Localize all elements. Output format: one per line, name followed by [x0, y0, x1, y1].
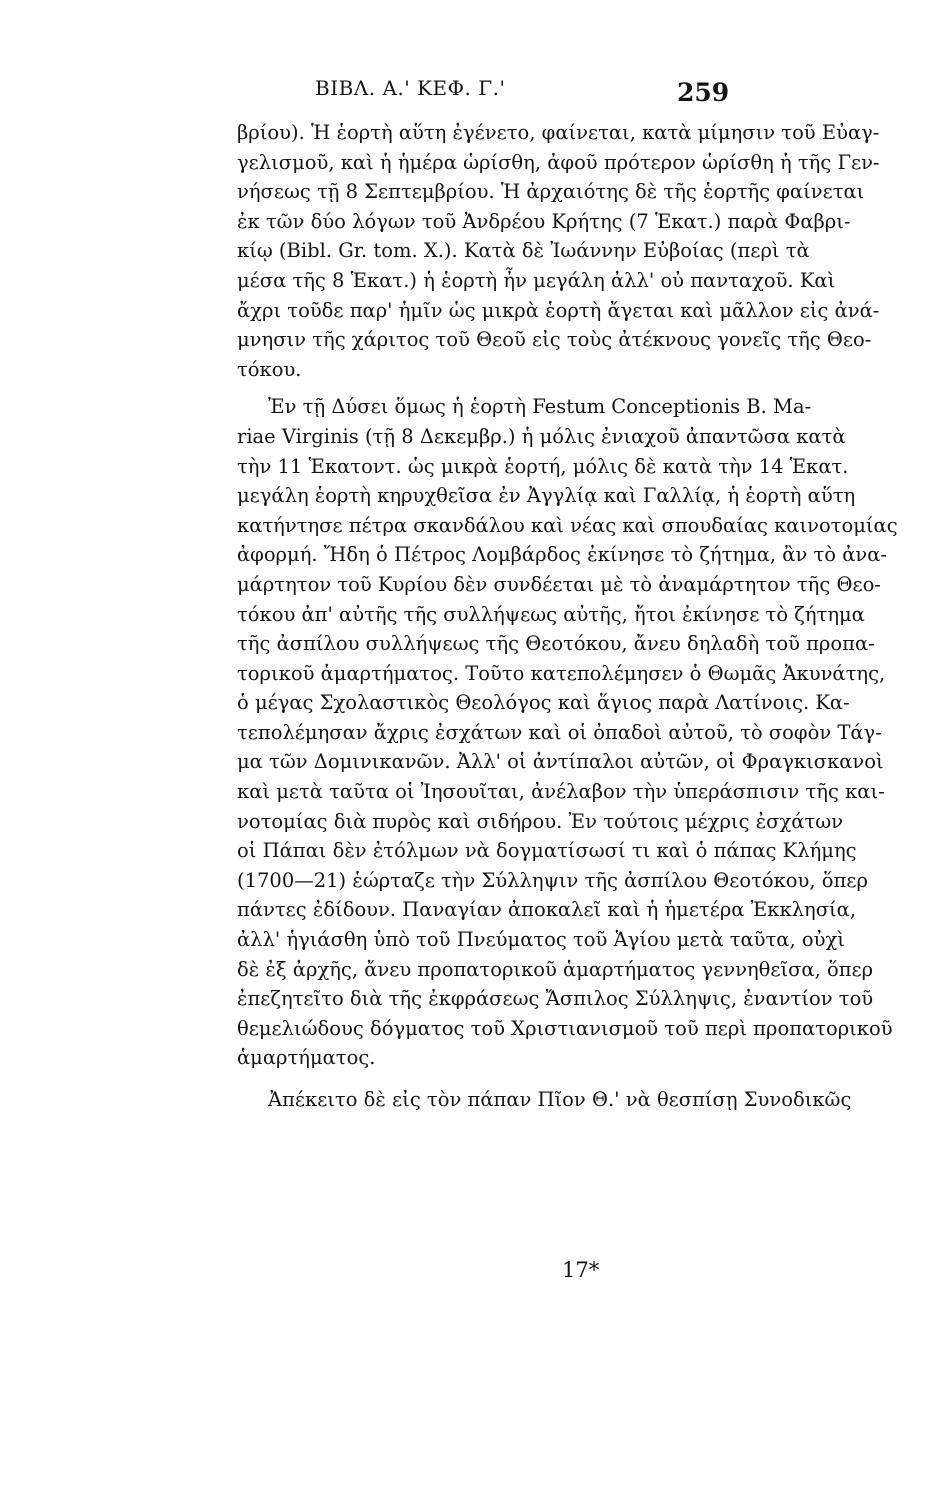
paragraph	[237, 392, 898, 1073]
text-line: ἐπεζητεῖτο διὰ τῆς ἐκφράσεως Ἄσπιλος Σύλληψις, ἐναντίον τοῦ	[237, 987, 874, 1011]
text-line: οἱ Πάπαι δὲν ἐτόλμων νὰ δογματίσωσί τι καὶ ὁ πάπας Κλήμης	[237, 839, 857, 863]
text-line: ἀφορμή. Ἤδη ὁ Πέτρος Λομβάρδος ἐκίνησε τὸ ζήτημα, ἂν τὸ ἀνα-	[237, 543, 888, 567]
text-line: τόκου ἀπ' αὐτῆς τῆς συλλήψεως αὐτῆς, ἤτοι ἐκίνησε τὸ ζήτημα	[237, 602, 865, 626]
paragraph	[237, 1085, 852, 1115]
text-line: κατήντησε πέτρα σκανδάλου καὶ νέας καὶ σπουδαίας καινοτομίας	[237, 513, 898, 537]
text-line: ἐκ τῶν δύο λόγων τοῦ Ἀνδρέου Κρήτης (7 Ἑκατ.) παρὰ Φαβρι-	[237, 209, 851, 233]
text-line: βρίου). Ἡ ἑορτὴ αὕτη ἐγένετο, φαίνεται, κατὰ μίμησιν τοῦ Εὐαγ-	[237, 121, 880, 144]
text-line: μνησιν τῆς χάριτος τοῦ Θεοῦ εἰς τοὺς ἀτέκνους γονεῖς τῆς Θεο-	[237, 328, 872, 352]
text-line: τεπολέμησαν ἄχρις ἐσχάτων καὶ οἱ ὀπαδοὶ αὐτοῦ, τὸ σοφὸν Τάγ-	[237, 720, 882, 744]
text-line: ἀλλ' ἡγιάσθη ὑπὸ τοῦ Πνεύματος τοῦ Ἁγίου μετὰ ταῦτα, οὐχὶ	[237, 928, 845, 952]
text-line: γελισμοῦ, καὶ ἡ ἡμέρα ὡρίσθη, ἀφοῦ πρότερον ὡρίσθη ἡ τῆς Γεν-	[237, 150, 880, 174]
text-line: τὴν 11 Ἑκατοντ. ὡς μικρὰ ἑορτή, μόλις δὲ κατὰ τὴν 14 Ἑκατ.	[237, 454, 849, 478]
text-line: Ἐν τῇ Δύσει ὅμως ἡ ἑορτὴ Festum Conceptionis B. Ma-	[268, 395, 812, 419]
text-line: νοτομίας διὰ πυρὸς καὶ σιδήρου. Ἐν τούτοις μέχρις ἐσχάτων	[237, 809, 843, 833]
text-line: ὁ μέγας Σχολαστικὸς Θεολόγος καὶ ἅγιος παρὰ Λατίνοις. Κα-	[237, 691, 850, 715]
text-line: μάρτητον τοῦ Κυρίου δὲν συνδέεται μὲ τὸ ἀναμάρτητον τῆς Θεο-	[237, 572, 881, 596]
text-line: τῆς ἀσπίλου συλλήψεως τῆς Θεοτόκου, ἄνευ δηλαδὴ τοῦ προπα-	[237, 632, 875, 656]
text-line: καὶ μετὰ ταῦτα οἱ Ἰησουῖται, ἀνέλαβον τὴν ὑπεράσπισιν τῆς και-	[237, 780, 885, 804]
text-line: ἁμαρτήματος.	[237, 1046, 376, 1070]
text-line: τόκου.	[237, 357, 302, 381]
page-number: 259	[677, 78, 730, 107]
text-line: τορικοῦ ἁμαρτήματος. Τοῦτο κατεπολέμησεν ὁ Θωμᾶς Ἀκυνάτης,	[237, 661, 886, 685]
text-line: μέσα τῆς 8 Ἑκατ.) ἡ ἑορτὴ ἦν μεγάλη ἀλλ' οὐ πανταχοῦ. Καὶ	[237, 268, 836, 292]
text-line: μα τῶν Δομινικανῶν. Ἀλλ' οἱ ἀντίπαλοι αὐτῶν, οἱ Φραγκισκανοὶ	[237, 750, 884, 774]
text-line: (1700—21) ἑώρταζε τὴν Σύλληψιν τῆς ἀσπίλου Θεοτόκου, ὅπερ	[237, 868, 868, 892]
running-header: ΒΙΒΛ. Α.' ΚΕΦ. Γ.'	[315, 76, 506, 100]
text-line: θεμελιώδους δόγματος τοῦ Χριστιανισμοῦ τοῦ περὶ προπατορικοῦ	[237, 1016, 893, 1040]
text-line: νήσεως τῇ 8 Σεπτεμβρίου. Ἡ ἀρχαιότης δὲ τῆς ἑορτῆς φαίνεται	[237, 180, 865, 204]
printer-signature-mark: 17*	[562, 1258, 600, 1282]
text-line: riae Virginis (τῇ 8 Δεκεμβρ.) ἡ μόλις ἐνιαχοῦ ἀπαντῶσα κατὰ	[237, 424, 846, 448]
paragraph-gap	[237, 1073, 712, 1085]
text-line: μεγάλη ἑορτὴ κηρυχθεῖσα ἐν Ἀγγλίᾳ καὶ Γαλλίᾳ, ἡ ἑορτὴ αὕτη	[237, 484, 856, 508]
text-line: ἄχρι τοῦδε παρ' ἡμῖν ὡς μικρὰ ἑορτὴ ἄγεται καὶ μᾶλλον εἰς ἀνά-	[237, 298, 880, 322]
text-line: δὲ ἐξ ἀρχῆς, ἄνευ προπατορικοῦ ἁμαρτήματος γεννηθεῖσα, ὅπερ	[237, 957, 874, 981]
body-text	[237, 118, 898, 1115]
paragraph	[237, 118, 880, 384]
text-line: κίῳ (Bibl. Gr. tom. X.). Κατὰ δὲ Ἰωάννην Εὐβοίας (περὶ τὰ	[237, 239, 810, 263]
paragraph-gap	[237, 384, 712, 392]
text-line: Ἀπέκειτο δὲ εἰς τὸν πάπαν Πῖον Θ.' νὰ θεσπίσῃ Συνοδικῶς	[268, 1088, 852, 1111]
text-line: πάντες ἐδίδουν. Παναγίαν ἀποκαλεῖ καὶ ἡ ἡμετέρα Ἐκκλησία,	[237, 898, 857, 922]
